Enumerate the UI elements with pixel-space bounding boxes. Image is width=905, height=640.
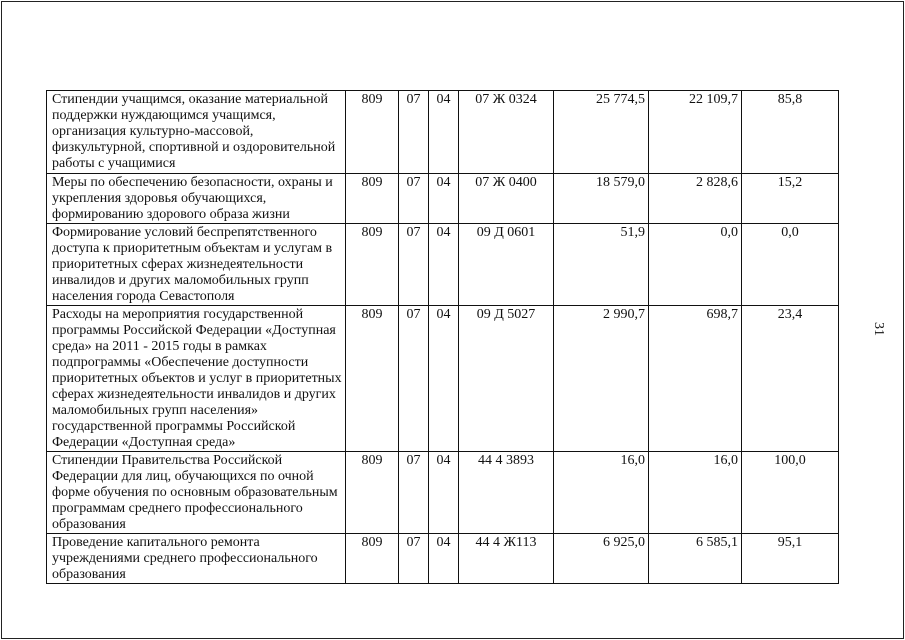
- subsection-cell: 04: [429, 452, 459, 534]
- value-1-cell: 51,9: [554, 224, 649, 306]
- target-code-cell: 07 Ж 0400: [459, 174, 554, 224]
- value-2-cell: 0,0: [649, 224, 742, 306]
- value-2-cell: 2 828,6: [649, 174, 742, 224]
- table-row: [47, 91, 839, 174]
- section-cell: 07: [399, 452, 429, 534]
- subsection-cell: 04: [429, 174, 459, 224]
- row-description: Проведение капитального ремонта учреждениями среднего профессионального образования: [47, 534, 346, 584]
- target-code-cell: 09 Д 5027: [459, 306, 554, 452]
- target-code-cell: 44 4 3893: [459, 452, 554, 534]
- table-row: [47, 306, 839, 452]
- table-row: [47, 174, 839, 224]
- percent-cell: 23,4: [742, 306, 839, 452]
- value-2-cell: 6 585,1: [649, 534, 742, 584]
- target-code-cell: 44 4 Ж113: [459, 534, 554, 584]
- value-2-cell: 16,0: [649, 452, 742, 534]
- target-code-cell: 09 Д 0601: [459, 224, 554, 306]
- target-code-cell: 07 Ж 0324: [459, 91, 554, 174]
- value-1-cell: 6 925,0: [554, 534, 649, 584]
- value-1-cell: 25 774,5: [554, 91, 649, 174]
- percent-cell: 15,2: [742, 174, 839, 224]
- row-description: Стипендии Правительства Российской Федерации для лиц, обучающихся по очной форме обучения по основным образовательным программам среднего профессионального образования: [47, 452, 346, 534]
- section-cell: 07: [399, 306, 429, 452]
- ministry-code-cell: 809: [346, 174, 399, 224]
- value-1-cell: 2 990,7: [554, 306, 649, 452]
- percent-cell: 95,1: [742, 534, 839, 584]
- percent-cell: 0,0: [742, 224, 839, 306]
- table-row: [47, 452, 839, 534]
- value-2-cell: 22 109,7: [649, 91, 742, 174]
- value-1-cell: 16,0: [554, 452, 649, 534]
- table-row: [47, 534, 839, 584]
- row-description: Формирование условий беспрепятственного доступа к приоритетным объектам и услугам в приоритетных сферах жизнедеятельности инвалидов и других маломобильных групп населения города Севастополя: [47, 224, 346, 306]
- subsection-cell: 04: [429, 91, 459, 174]
- ministry-code-cell: 809: [346, 534, 399, 584]
- subsection-cell: 04: [429, 534, 459, 584]
- section-cell: 07: [399, 91, 429, 174]
- subsection-cell: 04: [429, 224, 459, 306]
- value-1-cell: 18 579,0: [554, 174, 649, 224]
- ministry-code-cell: 809: [346, 452, 399, 534]
- section-cell: 07: [399, 224, 429, 306]
- value-2-cell: 698,7: [649, 306, 742, 452]
- row-description: Стипендии учащимся, оказание материальной поддержки нуждающимся учащимся, организация культурно-массовой, физкультурной, спортивной и оздоровительной работы с учащимися: [47, 91, 346, 174]
- ministry-code-cell: 809: [346, 91, 399, 174]
- budget-table: [46, 90, 839, 584]
- ministry-code-cell: 809: [346, 224, 399, 306]
- row-description: Меры по обеспечению безопасности, охраны и укрепления здоровья обучающихся, формированию здорового образа жизни: [47, 174, 346, 224]
- section-cell: 07: [399, 534, 429, 584]
- page-number: 31: [871, 322, 886, 336]
- percent-cell: 100,0: [742, 452, 839, 534]
- subsection-cell: 04: [429, 306, 459, 452]
- table-row: [47, 224, 839, 306]
- percent-cell: 85,8: [742, 91, 839, 174]
- ministry-code-cell: 809: [346, 306, 399, 452]
- row-description: Расходы на мероприятия государственной программы Российской Федерации «Доступная среда» на 2011 - 2015 годы в рамках подпрограммы «Обеспечение доступности приоритетных объектов и услуг в приоритетных сферах жизнедеятельности инвалидов и других маломобильных групп населения» государственной программы Российской Федерации «Доступная среда»: [47, 306, 346, 452]
- section-cell: 07: [399, 174, 429, 224]
